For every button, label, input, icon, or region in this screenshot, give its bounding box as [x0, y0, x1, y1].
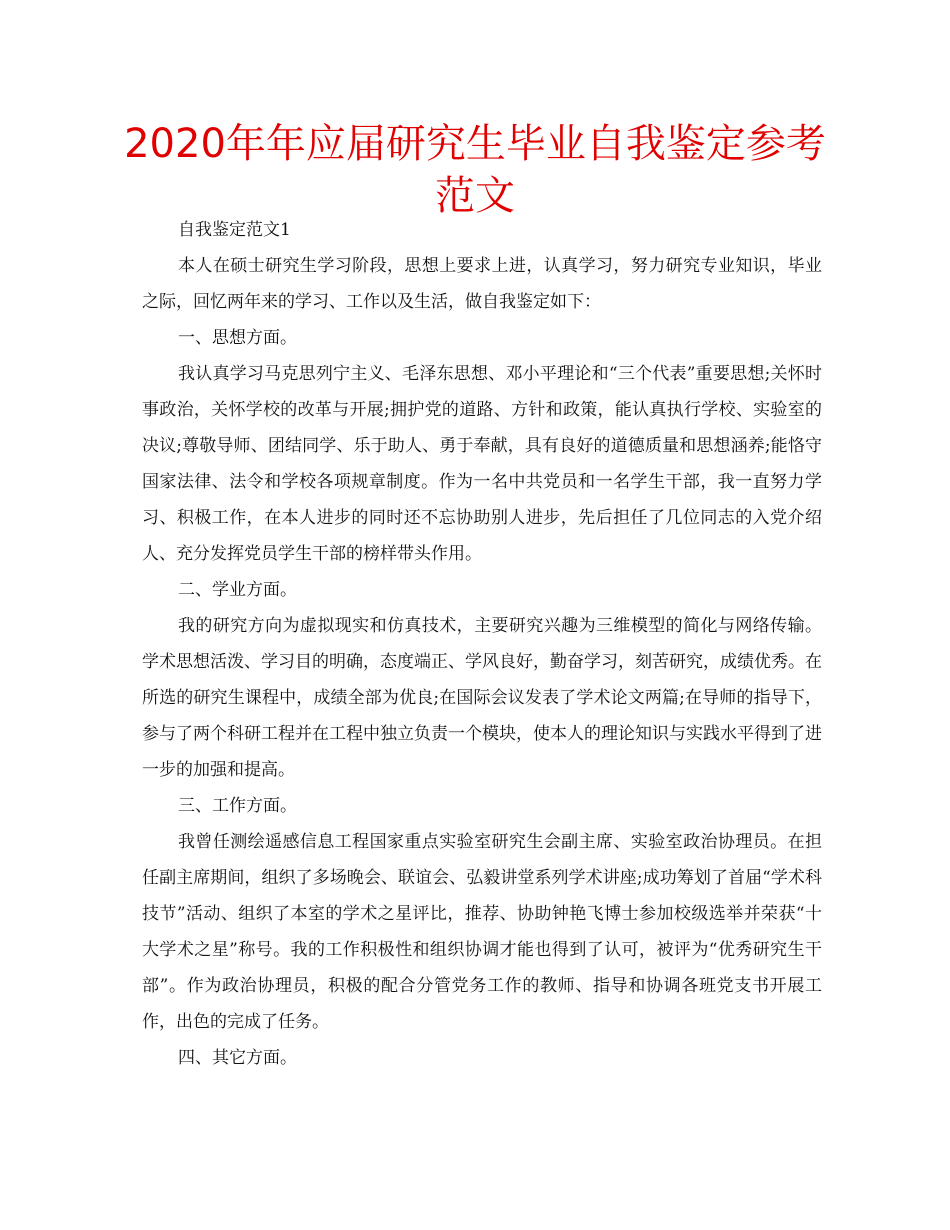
section-heading-thought: 一、思想方面。 — [178, 328, 297, 348]
section-heading-academic: 二、学业方面。 — [178, 580, 297, 600]
paragraph-academic: 我的研究方向为虚拟现实和仿真技术，主要研究兴趣为三维模型的简化与网络传输。学术思想活泼、学习目的明确，态度端正、学风良好，勤奋学习，刻苦研究，成绩优秀。在所选的研究生课程中，成绩全部为优良;在国际会议发表了学术论文两篇;在导师的指导下，参与了两个科研工程并在工程中独立负责一个模块，使本人的理论知识与实践水平得到了进一步的加强和提高。 — [142, 616, 822, 780]
paragraph-work: 我曾任测绘遥感信息工程国家重点实验室研究生会副主席、实验室政治协理员。在担任副主席期间，组织了多场晚会、联谊会、弘毅讲堂系列学术讲座;成功筹划了首届“学术科技节”活动、组织了本室的学术之星评比，推荐、协助钟艳飞博士参加校级选举并荣获“十大学术之星”称号。我的工作积极性和组织协调才能也得到了认可，被评为“优秀研究生干部”。作为政治协理员，积极的配合分管党务工作的教师、指导和协调各班党支书开展工作，出色的完成了任务。 — [142, 832, 822, 1032]
paragraph-intro: 本人在硕士研究生学习阶段，思想上要求上进，认真学习，努力研究专业知识，毕业之际，回忆两年来的学习、工作以及生活，做自我鉴定如下： — [142, 256, 822, 312]
document-body — [142, 212, 822, 1076]
document-title: 2020年年应届研究生毕业自我鉴定参考范文 — [124, 121, 826, 219]
paragraph-thought: 我认真学习马克思列宁主义、毛泽东思想、邓小平理论和“三个代表”重要思想;关怀时事政治，关怀学校的改革与开展;拥护党的道路、方针和政策，能认真执行学校、实验室的决议;尊敬导师、团结同学、乐于助人、勇于奉献，具有良好的道德质量和思想涵养;能恪守国家法律、法令和学校各项规章制度。作为一名中共党员和一名学生干部，我一直努力学习、积极工作，在本人进步的同时还不忘协助别人进步，先后担任了几位同志的入党介绍人、充分发挥党员学生干部的榜样带头作用。 — [142, 364, 822, 564]
section-heading-work: 三、工作方面。 — [178, 796, 297, 816]
section-heading-other: 四、其它方面。 — [178, 1048, 297, 1068]
paragraph-heading-sample: 自我鉴定范文1 — [178, 220, 291, 240]
